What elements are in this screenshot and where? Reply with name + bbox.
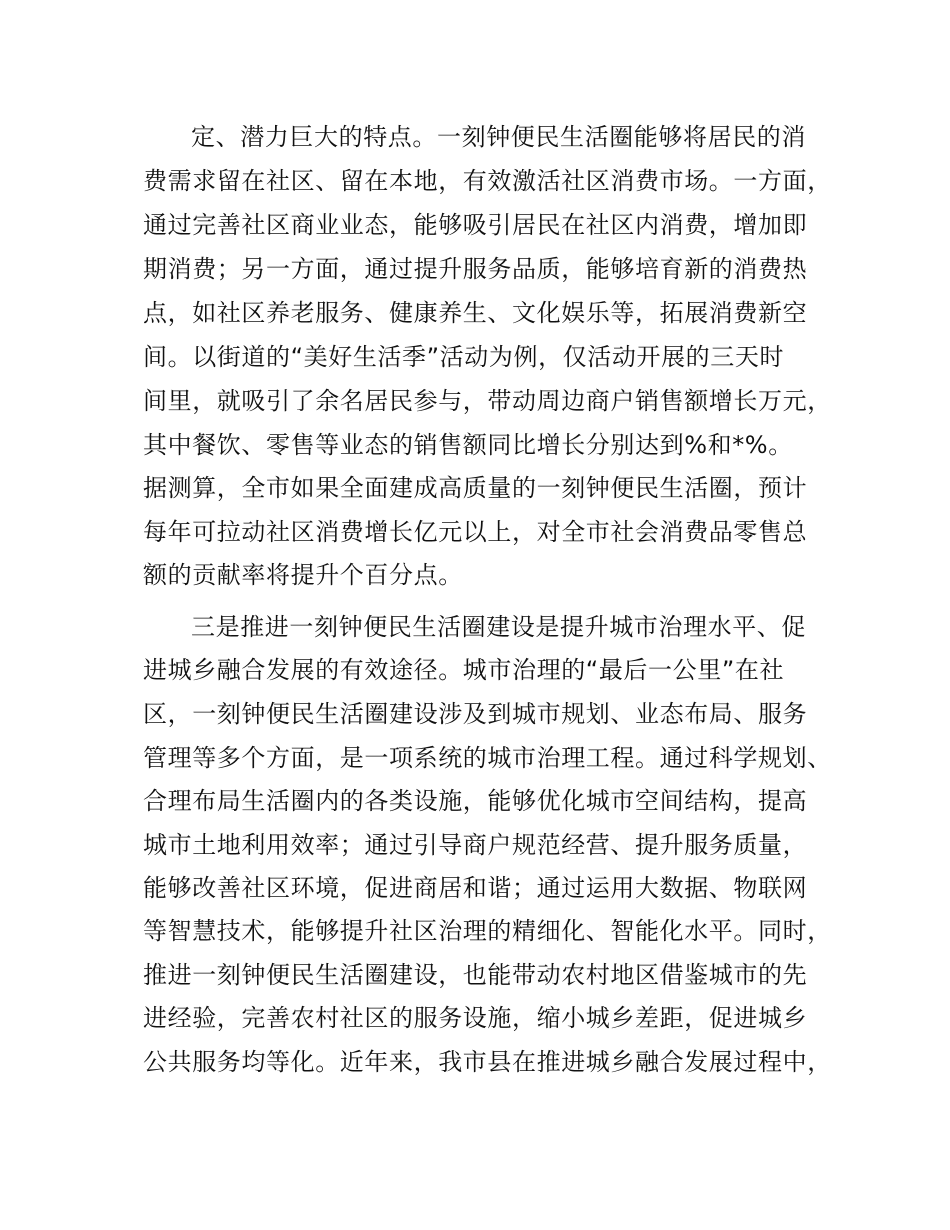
paragraph-2-line-3: 区，一刻钟便民生活圈建设涉及到城市规划、业态布局、服务 [143,700,808,728]
paragraph-2-line-5: 合理布局生活圈内的各类设施，能够优化城市空间结构，提高 [143,787,808,815]
paragraph-1-line-11: 额的贡献率将提升个百分点。 [143,561,463,589]
paragraph-2-line-8: 等智慧技术，能够提升社区治理的精细化、智能化水平。同时， [143,917,832,945]
paragraph-1-line-1: 定、潜力巨大的特点。一刻钟便民生活圈能够将居民的消 [191,123,806,151]
paragraph-1-line-5: 点，如社区养老服务、健康养生、文化娱乐等，拓展消费新空 [143,299,808,327]
paragraph-2-line-4: 管理等多个方面，是一项系统的城市治理工程。通过科学规划、 [143,744,832,772]
paragraph-2-line-7: 能够改善社区环境，促进商居和谐；通过运用大数据、物联网 [143,874,808,902]
paragraph-1-line-9: 据测算，全市如果全面建成高质量的一刻钟便民生活圈，预计 [143,474,808,502]
paragraph-1-line-2: 费需求留在社区、留在本地，有效激活社区消费市场。一方面， [143,167,832,195]
paragraph-2-line-2: 进城乡融合发展的有效途径。城市治理的“最后一公里”在社 [143,656,785,684]
paragraph-1-line-10: 每年可拉动社区消费增长亿元以上，对全市社会消费品零售总 [143,518,808,546]
paragraph-1-line-6: 间。以街道的“美好生活季”活动为例，仅活动开展的三天时 [143,343,785,371]
paragraph-1-line-4: 期消费；另一方面，通过提升服务品质，能够培育新的消费热 [143,255,808,283]
paragraph-2-line-10: 进经验，完善农村社区的服务设施，缩小城乡差距，促进城乡 [143,1004,808,1032]
paragraph-2-line-1: 三是推进一刻钟便民生活圈建设是提升城市治理水平、促 [191,613,806,641]
paragraph-1-line-8: 其中餐饮、零售等业态的销售额同比增长分别达到%和*%。 [143,431,793,459]
paragraph-1-line-7: 间里，就吸引了余名居民参与，带动周边商户销售额增长万元， [143,387,832,415]
paragraph-2-line-9: 推进一刻钟便民生活圈建设，也能带动农村地区借鉴城市的先 [143,961,808,989]
paragraph-1-line-3: 通过完善社区商业业态，能够吸引居民在社区内消费，增加即 [143,211,808,239]
paragraph-2-line-11: 公共服务均等化。近年来，我市县在推进城乡融合发展过程中， [143,1048,832,1076]
paragraph-2-line-6: 城市土地利用效率；通过引导商户规范经营、提升服务质量， [143,831,808,859]
